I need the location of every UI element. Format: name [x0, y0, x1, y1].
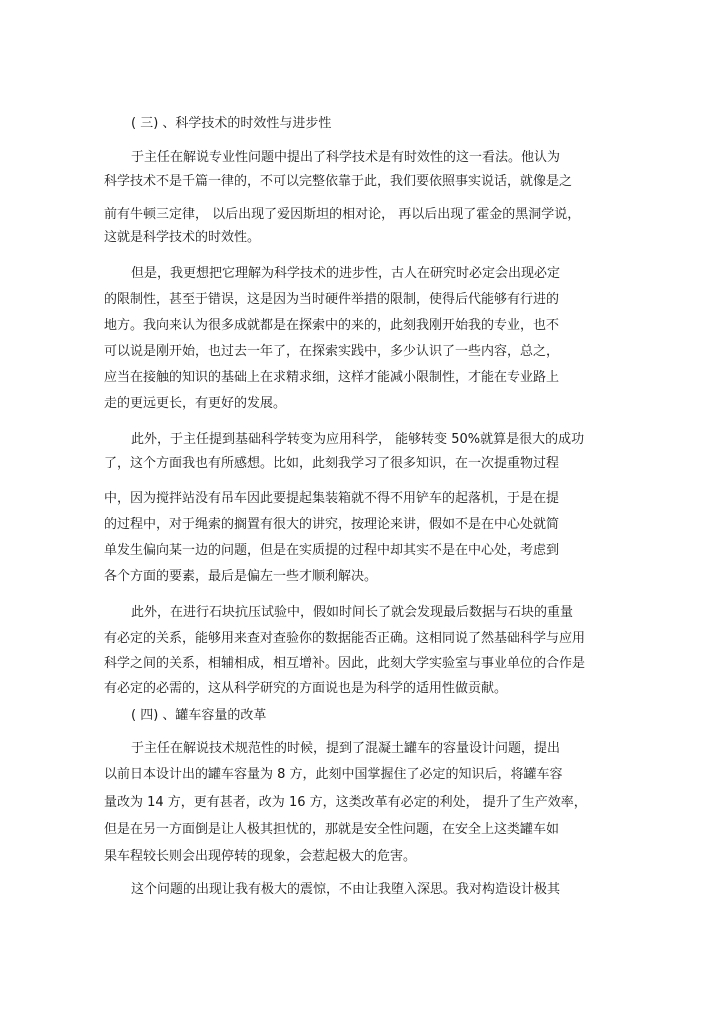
text-line: 可以说是刚开始，也过去一年了，在探索实践中，多少认识了一些内容，总之，	[104, 344, 560, 359]
section-heading-4: ( 四) 、罐车容量的改革	[131, 708, 267, 723]
text-line: 应当在接触的知识的基础上在求精求细，这样才能减小限制性，才能在专业路上	[104, 370, 560, 385]
text-line: 有必定的必需的，这从科学研究的方面说也是为科学的适用性做贡献。	[104, 681, 508, 696]
text-line: 科学技术不是千篇一律的，不可以完整依靠于此，我们要依照事实说话，就像是之	[104, 174, 573, 189]
text-line: 各个方面的要素，最后是偏左一些才顺利解决。	[104, 569, 378, 584]
text-line: 的过程中，对于绳索的搁置有很大的讲究，按理论来讲，假如不是在中心处就简	[104, 517, 560, 532]
text-line: 果车程较长则会出现停转的现象，会惹起极大的危害。	[104, 849, 417, 864]
text-line: 此外，在进行石块抗压试验中，假如时间长了就会发现最后数据与石块的重量	[131, 605, 574, 620]
text-line: 有必定的关系，能够用来查对查验你的数据能否正确。这相同说了然基础科学与应用	[104, 631, 586, 646]
text-line: 这就是科学技术的时效性。	[104, 230, 261, 245]
text-line: 这个问题的出现让我有极大的震惊，不由让我堕入深思。我对构造设计极其	[131, 882, 561, 897]
text-line: 但是，我更想把它理解为科学技术的进步性，古人在研究时必定会出现必定	[131, 266, 561, 281]
text-line: 了，这个方面我也有所感想。比如，此刻我学习了很多知识，在一次提重物过程	[104, 456, 560, 471]
text-line: 以前日本设计出的罐车容量为 8 方，此刻中国掌握住了必定的知识后，将罐车容	[104, 767, 563, 782]
text-line: 的限制性，甚至于错误，这是因为当时硬件举措的限制，使得后代能够有行进的	[104, 292, 560, 307]
text-line: 地方。我向来认为很多成就都是在探索中的来的，此刻我刚开始我的专业，也不	[104, 318, 560, 333]
text-line: 于主任在解说专业性问题中提出了科学技术是有时效性的这一看法。他认为	[131, 150, 561, 165]
text-line: 前有牛顿三定律， 以后出现了爱因斯坦的相对论， 再以后出现了霍金的黑洞学说，	[104, 207, 581, 222]
text-line: 中，因为搅拌站没有吊车因此要提起集装箱就不得不用铲车的起落机，于是在提	[104, 491, 560, 506]
section-heading-3: ( 三) 、科学技术的时效性与进步性	[131, 116, 332, 131]
text-line: 此外，于主任提到基础科学转变为应用科学， 能够转变 50%就算是很大的成功	[131, 432, 585, 447]
text-line: 单发生偏向某一边的问题，但是在实质提的过程中却其实不是在中心处，考虑到	[104, 543, 560, 558]
text-line: 于主任在解说技术规范性的时候，提到了混凝土罐车的容量设计问题，提出	[131, 741, 561, 756]
text-line: 走的更远更长，有更好的发展。	[104, 396, 287, 411]
text-line: 量改为 14 方，更有甚者，改为 16 方，这类改革有必定的利处， 提升了生产效率，	[104, 795, 587, 810]
text-line: 科学之间的关系，相辅相成，相互增补。因此，此刻大学实验室与事业单位的合作是	[104, 656, 586, 671]
text-line: 但是在另一方面倒是让人极其担忧的，那就是安全性问题，在安全上这类罐车如	[104, 822, 560, 837]
